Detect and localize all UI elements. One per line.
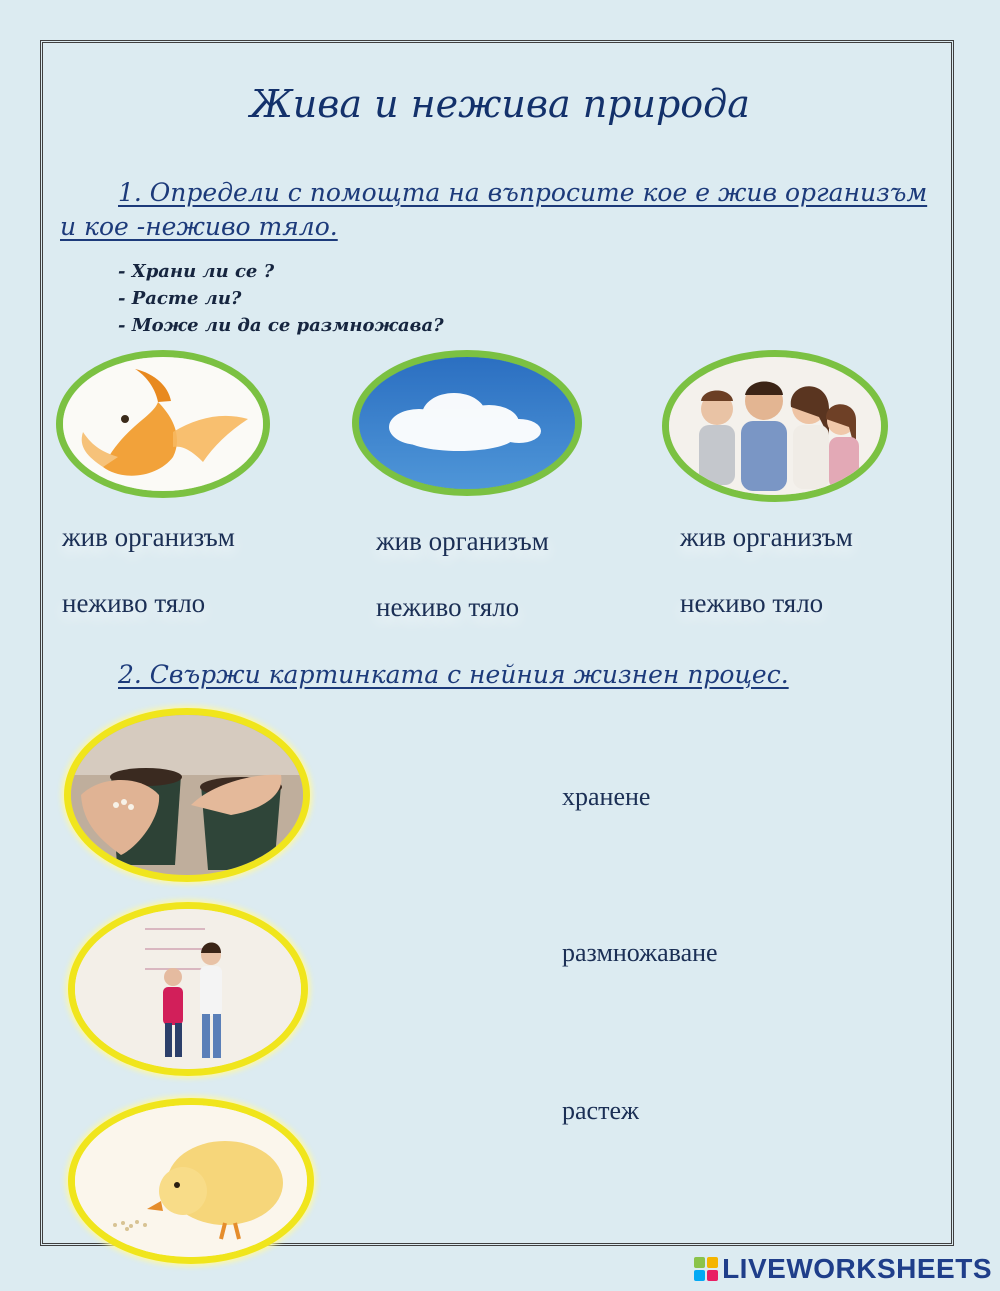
option-living-2[interactable]: жив организъм [376,526,549,556]
process-growth[interactable]: растеж [562,1096,639,1125]
goldfish-icon [63,357,263,491]
option-nonliving-1[interactable]: неживо тяло [62,588,206,618]
option-living-3[interactable]: жив организъм [680,522,853,552]
process-feeding[interactable]: хранене [562,782,651,811]
brand-name: LIVEWORKSHEETS [722,1253,992,1284]
planting-seeds-icon [71,715,303,875]
logo-grid-icon [694,1257,718,1281]
children-height-icon [75,909,301,1069]
task2-heading: 2. Свържи картинката с нейния жизнен процес. [118,660,789,689]
page-title: Жива и нежива природа [250,82,750,126]
option-nonliving-3[interactable]: неживо тяло [680,588,824,618]
liveworksheets-logo [694,1253,992,1285]
task1-heading-line1: 1. Определи с помощта на въпросите кое е жив организъм [118,178,928,207]
option-nonliving-2[interactable]: неживо тяло [376,592,520,622]
family-picture [662,350,888,502]
cloud-icon [359,357,575,489]
chick-icon [75,1105,307,1257]
family-icon [669,357,881,495]
chick-eating-picture[interactable] [68,1098,314,1264]
question-eat: - Храни ли се ? [118,261,275,282]
question-reproduce: - Може ли да се размножава? [118,315,444,336]
question-grow: - Расте ли? [118,288,242,309]
planting-seeds-picture[interactable] [64,708,310,882]
question-list [118,258,444,339]
cloud-picture [352,350,582,496]
task1-heading-line2: и кое -неживо тяло. [60,212,338,241]
goldfish-picture [56,350,270,498]
process-reproduction[interactable]: размножаване [562,938,718,967]
children-height-picture[interactable] [68,902,308,1076]
option-living-1[interactable]: жив организъм [62,522,235,552]
